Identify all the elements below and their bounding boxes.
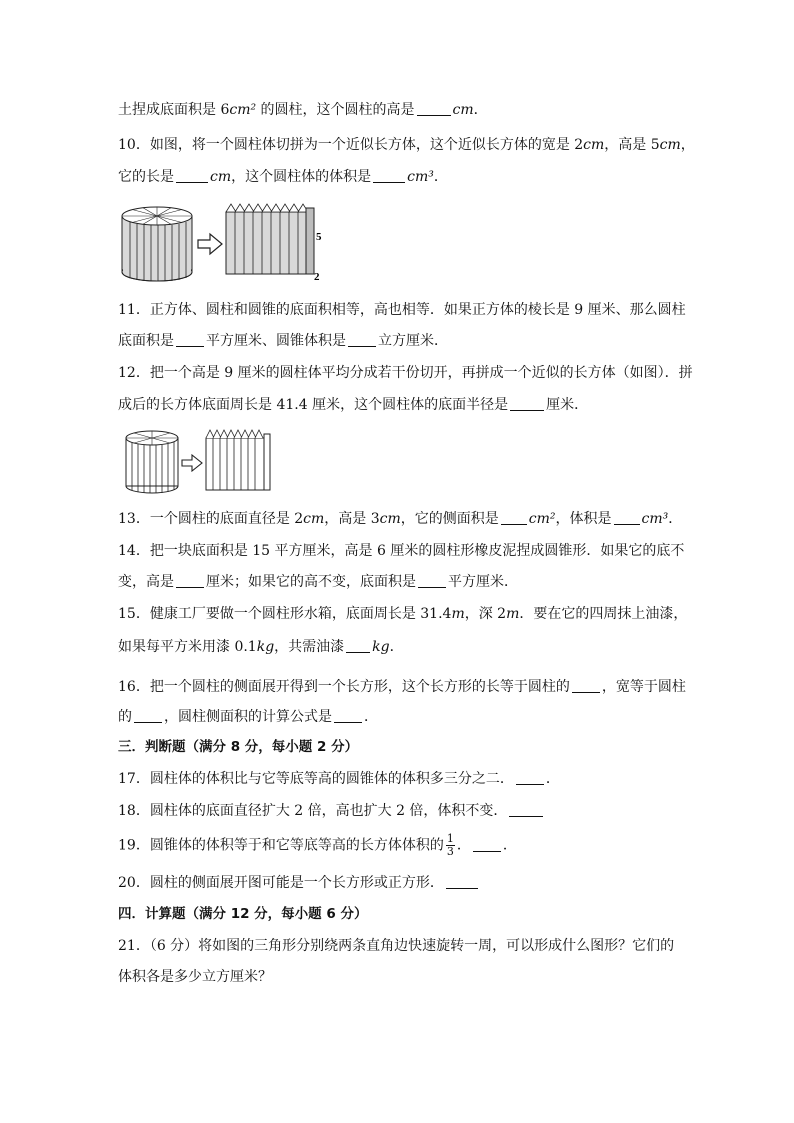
answer-blank[interactable]	[510, 396, 544, 411]
width-label: 2	[314, 271, 320, 283]
q12-line-1: 12．把一个高是 9 厘米的圆柱体平均分成若干份切开，再拼成一个近似的长方体（如图）．拼	[118, 365, 693, 381]
q10-line-2: 它的长是 cm，这个圆柱体的体积是 cm³．	[118, 169, 448, 185]
cylinder-to-cuboid-figure	[118, 198, 328, 284]
q16-line-2: 的 ，圆柱侧面积的计算公式是 ．	[118, 709, 378, 725]
fraction: $\frac{1}{3}$	[446, 832, 454, 858]
answer-blank[interactable]	[473, 837, 501, 852]
cylinder-to-cuboid-figure-2	[118, 424, 278, 496]
q15-line-2: 如果每平方米用漆 0.1kg，共需油漆 kg．	[118, 639, 404, 655]
answer-blank[interactable]	[176, 332, 204, 347]
q15-line-1: 15．健康工厂要做一个圆柱形水箱，底面周长是 31.4m，深 2m．要在它的四周抹上油漆，	[118, 606, 688, 622]
q11-line-1: 11．正方体、圆柱和圆锥的底面积相等，高也相等．如果正方体的棱长是 9 厘米、那么圆柱	[118, 302, 686, 318]
answer-blank[interactable]	[334, 708, 362, 723]
answer-blank[interactable]	[572, 678, 600, 693]
answer-blank[interactable]	[346, 638, 370, 653]
q21-line-1: 21．（6 分）将如图的三角形分别绕两条直角边快速旋转一周，可以形成什么图形？它们的	[118, 938, 675, 954]
q18-line: 18．圆柱体的底面直径扩大 2 倍，高也扩大 2 倍，体积不变．	[118, 801, 545, 821]
answer-blank[interactable]	[373, 168, 405, 183]
answer-blank[interactable]	[417, 101, 451, 116]
answer-blank[interactable]	[446, 874, 478, 889]
answer-blank[interactable]	[176, 168, 208, 183]
q13-line: 13．一个圆柱的底面直径是 2cm，高是 3cm，它的侧面积是 cm²，体积是 cm³．	[118, 511, 683, 527]
q16-line-1: 16．把一个圆柱的侧面展开得到一个长方形，这个长方形的长等于圆柱的 ，宽等于圆柱	[118, 679, 686, 695]
q20-line: 20．圆柱的侧面展开图可能是一个长方形或正方形．	[118, 873, 480, 893]
q17-line: 17．圆柱体的体积比与它等底等高的圆锥体的体积多三分之二． ．	[118, 771, 560, 787]
q21-line-2: 体积各是多少立方厘米？	[118, 969, 272, 985]
q10-line-1: 10．如图，将一个圆柱体切拼为一个近似长方体，这个近似长方体的宽是 2cm，高是 5cm，	[118, 137, 695, 153]
q11-line-2: 底面积是 平方厘米、圆锥体积是 立方厘米．	[118, 333, 448, 349]
q14-line-2: 变，高是 厘米；如果它的高不变，底面积是 平方厘米．	[118, 574, 518, 590]
q14-line-1: 14．把一块底面积是 15 平方厘米，高是 6 厘米的圆柱形橡皮泥捏成圆锥形．如果它的底不	[118, 543, 685, 559]
q9-continuation: 土捏成底面积是 6cm² 的圆柱，这个圆柱的高是 cm．	[118, 102, 488, 118]
q12-line-2: 成后的长方体底面周长是 41.4 厘米，这个圆柱体的底面半径是 厘米．	[118, 397, 589, 413]
section-heading-judgement: 三．判断题（满分 8 分，每小题 2 分）	[118, 739, 359, 755]
answer-blank[interactable]	[176, 573, 204, 588]
answer-blank[interactable]	[348, 332, 376, 347]
height-label: 5	[316, 231, 322, 243]
answer-blank[interactable]	[516, 770, 544, 785]
answer-blank[interactable]	[509, 802, 543, 817]
answer-blank[interactable]	[134, 708, 162, 723]
q19-line: 19．圆锥体的体积等于和它等底等高的长方体体积的 $\frac{1}{3}$ ． ．	[118, 832, 517, 858]
answer-blank[interactable]	[614, 510, 640, 525]
section-heading-calculation: 四．计算题（满分 12 分，每小题 6 分）	[118, 906, 368, 922]
answer-blank[interactable]	[418, 573, 446, 588]
answer-blank[interactable]	[501, 510, 527, 525]
